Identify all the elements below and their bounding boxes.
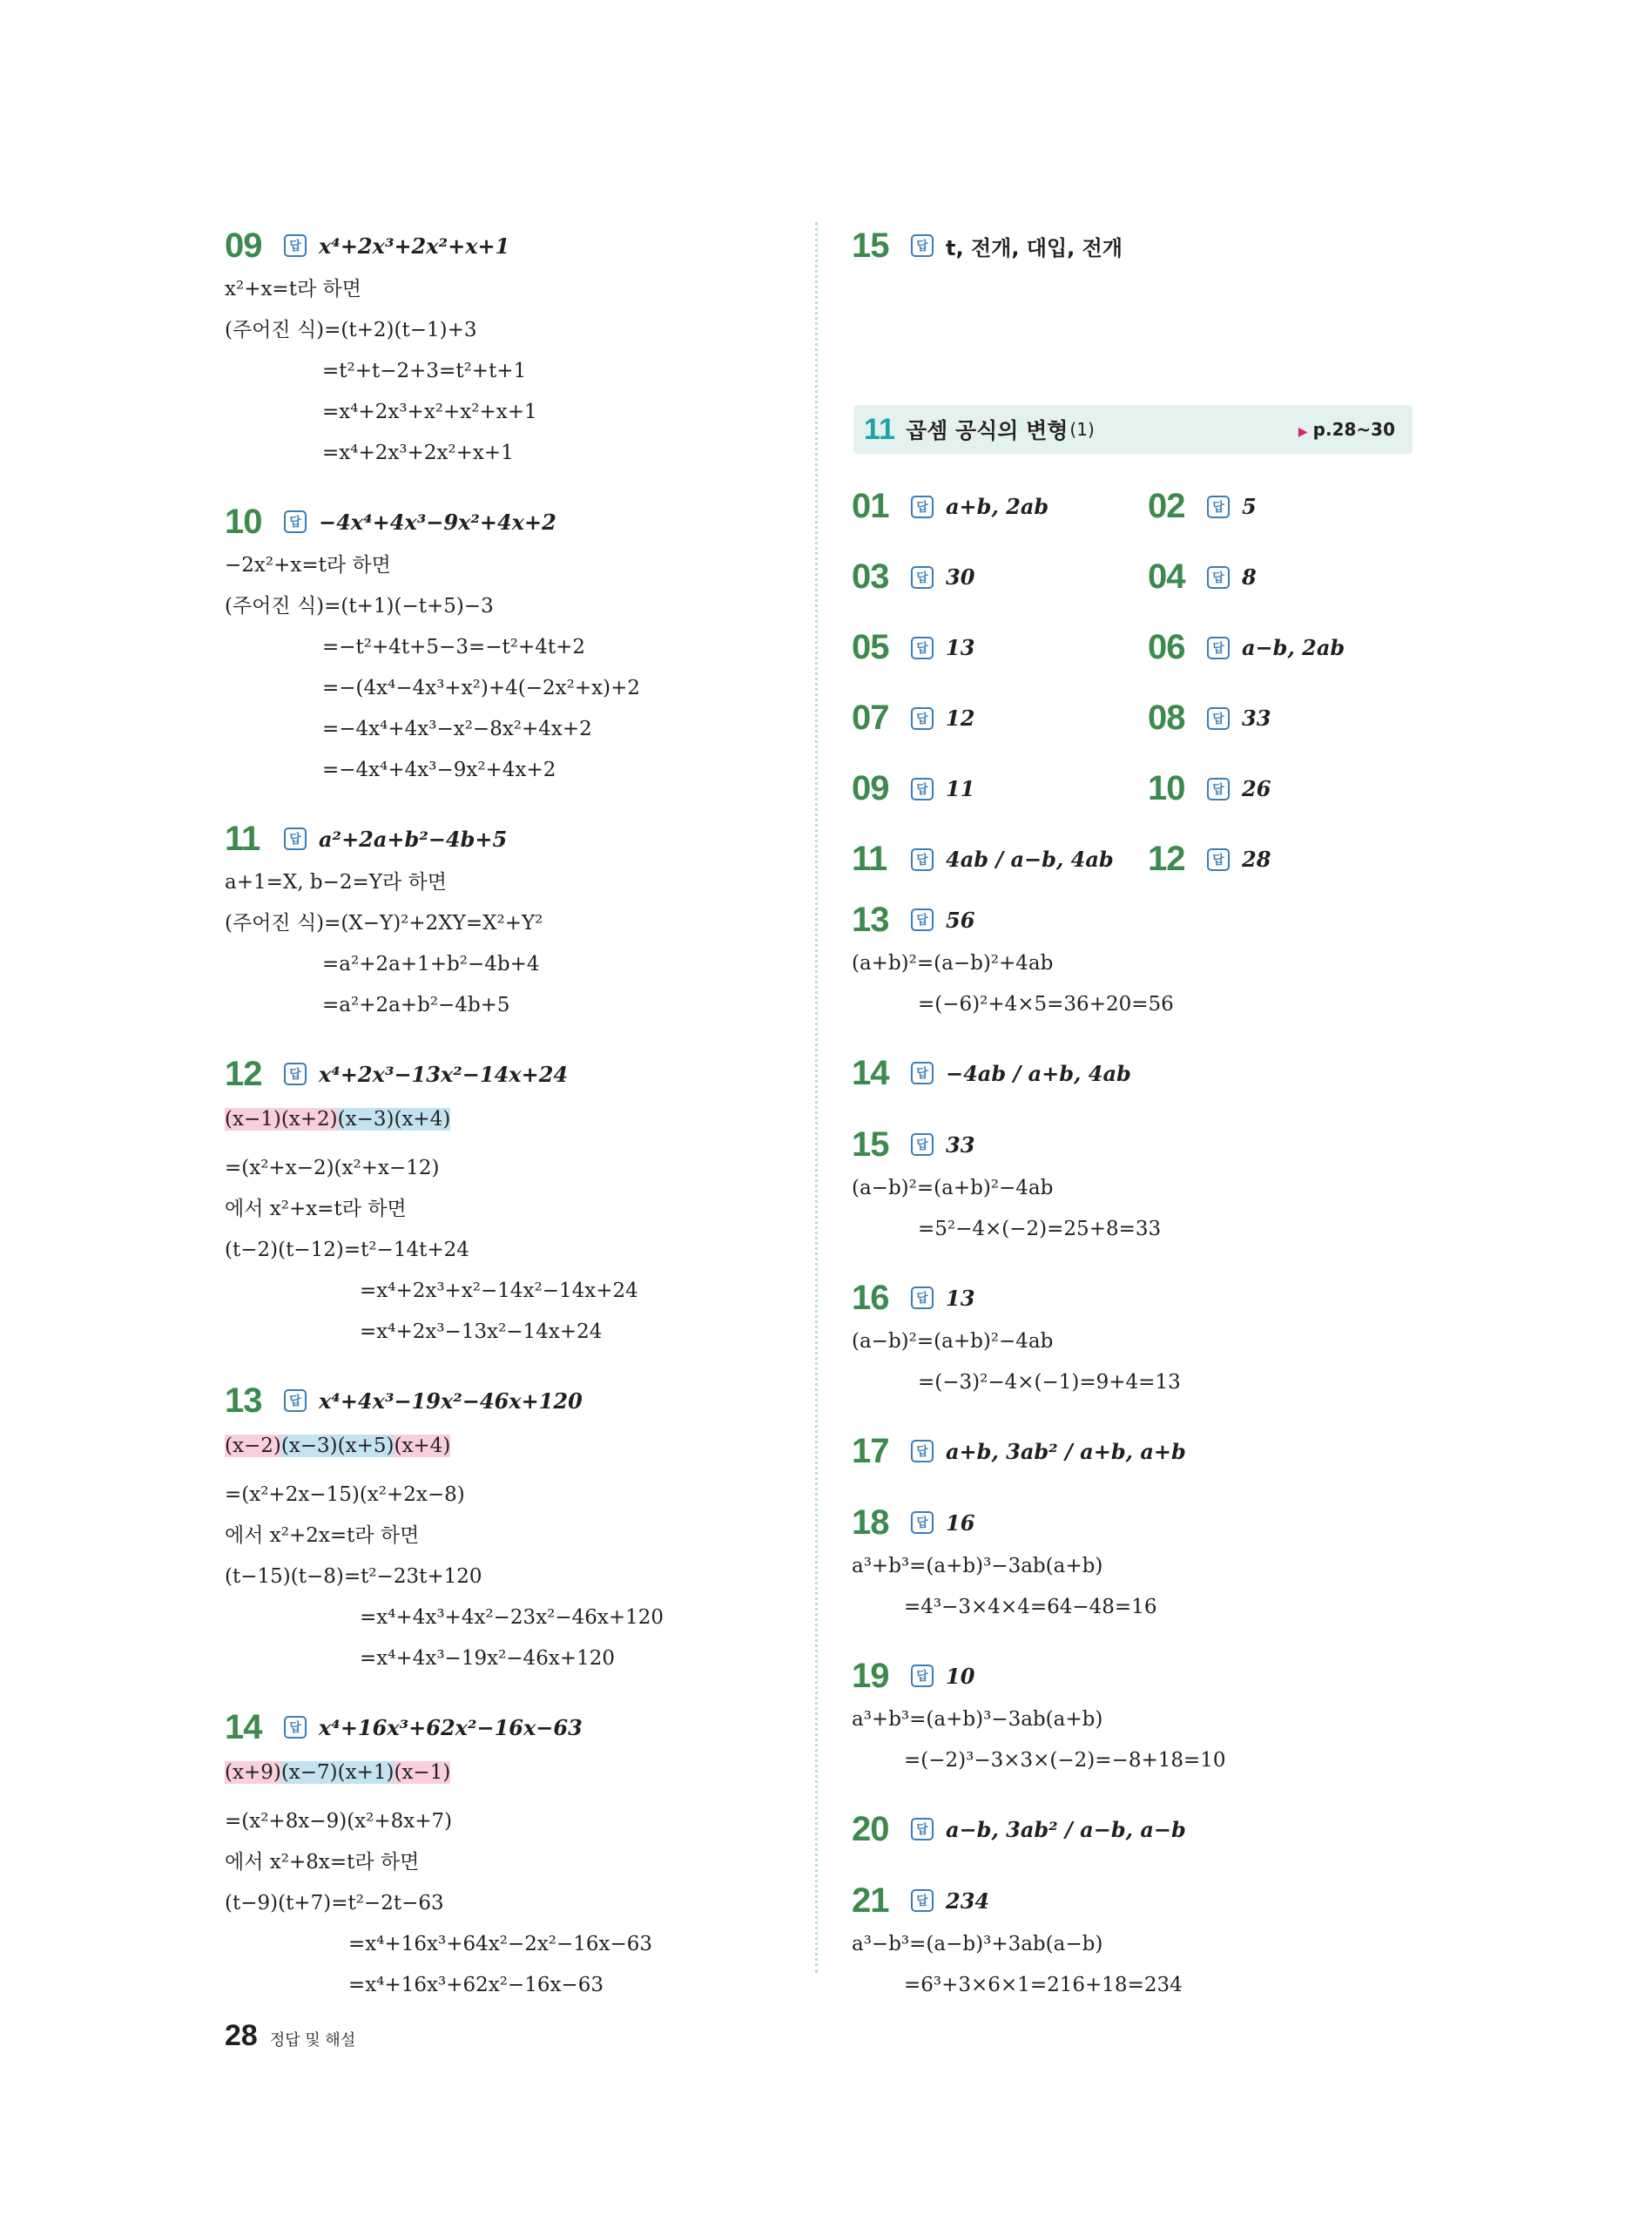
solution-line: 에서 x²+2x=t라 하면 bbox=[225, 1524, 420, 1547]
solution-line: (주어진 식)=(t+2)(t−1)+3 bbox=[225, 319, 477, 341]
answer-badge-icon: 답 bbox=[1207, 707, 1230, 730]
grid-answer bbox=[852, 475, 1148, 538]
answer-badge-icon: 답 bbox=[911, 778, 934, 800]
factor-pairing bbox=[225, 1424, 799, 1475]
answer-text: 56 bbox=[946, 907, 975, 933]
answer-badge-icon: 답 bbox=[1207, 496, 1230, 518]
answer-badge-icon: 답 bbox=[911, 848, 934, 871]
problem-number: 10 bbox=[1148, 769, 1185, 807]
page-number: 28 bbox=[225, 2019, 258, 2052]
problem-number: 18 bbox=[852, 1503, 889, 1542]
problem-number: 03 bbox=[852, 557, 889, 596]
solution-line: =x⁴+16x³+62x²−16x−63 bbox=[348, 1974, 603, 1996]
answer-text: 5 bbox=[1242, 494, 1257, 519]
problem-block bbox=[852, 1121, 1426, 1250]
problem-number: 09 bbox=[225, 226, 262, 265]
problem-block bbox=[225, 498, 799, 791]
problem-number: 02 bbox=[1148, 487, 1185, 525]
answer-badge-icon: 답 bbox=[911, 1133, 934, 1156]
problem-number: 07 bbox=[852, 699, 889, 737]
problem-block bbox=[225, 1704, 799, 2006]
answer-text: 13 bbox=[946, 1285, 975, 1311]
answer-text: x⁴+2x³−13x²−14x+24 bbox=[319, 1061, 569, 1087]
factor-group: (x−3)(x+4) bbox=[337, 1108, 451, 1131]
answer-badge-icon: 답 bbox=[1207, 637, 1230, 659]
right-problems bbox=[852, 896, 1426, 2006]
solution-line: =x⁴+2x³+x²+x²+x+1 bbox=[322, 401, 537, 423]
answer-badge-icon: 답 bbox=[284, 1716, 307, 1739]
problem-number: 12 bbox=[1148, 840, 1185, 878]
solution-line: =a²+2a+1+b²−4b+4 bbox=[322, 953, 540, 976]
solution-line: =x⁴+2x³−13x²−14x+24 bbox=[360, 1320, 603, 1343]
short-answer-grid bbox=[852, 475, 1426, 891]
problem-number: 12 bbox=[225, 1054, 262, 1093]
grid-answer bbox=[852, 686, 1148, 750]
answer-badge-icon: 답 bbox=[1207, 848, 1230, 871]
answer-text: a−b, 3ab² / a−b, a−b bbox=[946, 1816, 1186, 1842]
problem-number: 14 bbox=[852, 1053, 889, 1092]
answer-text: 16 bbox=[946, 1509, 975, 1536]
answer-text: 234 bbox=[946, 1887, 990, 1914]
factor-group: (x+4) bbox=[394, 1435, 451, 1457]
answer-badge-icon: 답 bbox=[284, 510, 307, 533]
answer-text: 4ab / a−b, 4ab bbox=[946, 847, 1114, 872]
answer-badge-icon: 답 bbox=[911, 637, 934, 659]
grid-answer bbox=[852, 616, 1148, 679]
answer-text: 33 bbox=[946, 1131, 975, 1158]
grid-answer bbox=[852, 757, 1148, 820]
problem-block bbox=[225, 222, 799, 474]
factor-group: (x+9) bbox=[225, 1761, 281, 1784]
solution-line: =x⁴+4x³+4x²−23x²−46x+120 bbox=[360, 1606, 664, 1629]
problem-number: 19 bbox=[852, 1656, 889, 1695]
solution-line: =a²+2a+b²−4b+5 bbox=[322, 994, 510, 1016]
answer-badge-icon: 답 bbox=[911, 707, 934, 730]
footer-text: 정답 및 해설 bbox=[269, 2031, 356, 2050]
solution-line: =x⁴+2x³+2x²+x+1 bbox=[322, 442, 514, 464]
problem-number: 17 bbox=[852, 1431, 889, 1470]
solution-line: 에서 x²+8x=t라 하면 bbox=[225, 1851, 420, 1874]
grid-answer bbox=[1148, 827, 1426, 891]
answer-text: −4x⁴+4x³−9x²+4x+2 bbox=[319, 509, 556, 535]
solution-line: (t−9)(t+7)=t²−2t−63 bbox=[225, 1892, 444, 1914]
problem-block bbox=[852, 1428, 1426, 1475]
factor-pairing bbox=[225, 1751, 799, 1801]
answer-badge-icon: 답 bbox=[284, 1389, 307, 1412]
problem-header bbox=[852, 1121, 1426, 1168]
problem-block bbox=[225, 815, 799, 1026]
problem-number: 13 bbox=[852, 900, 889, 939]
right-column bbox=[852, 222, 1426, 294]
answer-text: 8 bbox=[1242, 564, 1257, 590]
problem-header bbox=[852, 1652, 1426, 1699]
solution-line: =−4x⁴+4x³−9x²+4x+2 bbox=[322, 759, 556, 781]
column-divider bbox=[815, 222, 818, 1973]
problem-header bbox=[852, 1428, 1426, 1475]
problem-block bbox=[852, 1806, 1426, 1853]
grid-answer bbox=[1148, 686, 1426, 750]
answer-badge-icon: 답 bbox=[284, 1063, 307, 1085]
answer-badge-icon: 답 bbox=[284, 827, 307, 850]
answer-text: 30 bbox=[946, 564, 975, 590]
answer-badge-icon: 답 bbox=[911, 1665, 934, 1687]
solution-line: (주어진 식)=(X−Y)²+2XY=X²+Y² bbox=[225, 912, 543, 935]
problem-15-top bbox=[852, 222, 1426, 269]
problem-header bbox=[225, 1377, 799, 1424]
section-title: 곱셈 공식의 변형 bbox=[905, 418, 1069, 443]
solution-line: =−t²+4t+5−3=−t²+4t+2 bbox=[322, 636, 586, 658]
problem-header bbox=[852, 1050, 1426, 1097]
solution-line: 에서 x²+x=t라 하면 bbox=[225, 1198, 407, 1220]
solution-line: =x⁴+16x³+64x²−2x²−16x−63 bbox=[348, 1933, 653, 1955]
answer-text: a−b, 2ab bbox=[1242, 635, 1345, 660]
solution-line: =(x²+2x−15)(x²+2x−8) bbox=[225, 1483, 465, 1506]
grid-answer bbox=[852, 827, 1148, 891]
solution-line: =x⁴+2x³+x²−14x²−14x+24 bbox=[360, 1280, 638, 1302]
problem-block bbox=[225, 1377, 799, 1679]
answer-text: 12 bbox=[946, 706, 975, 731]
grid-answer bbox=[852, 545, 1148, 609]
problem-number: 13 bbox=[225, 1381, 262, 1420]
answer-badge-icon: 답 bbox=[284, 234, 307, 257]
solution-line: =−4x⁴+4x³−x²−8x²+4x+2 bbox=[322, 718, 592, 740]
solution-line: a³+b³=(a+b)³−3ab(a+b) bbox=[852, 1708, 1103, 1731]
problem-header bbox=[225, 815, 799, 862]
left-column bbox=[225, 222, 799, 2030]
answer-text: 13 bbox=[946, 635, 975, 660]
solution-line: =(x²+8x−9)(x²+8x+7) bbox=[225, 1810, 453, 1833]
answer-text: x⁴+16x³+62x²−16x−63 bbox=[319, 1714, 583, 1740]
problem-number: 15 bbox=[852, 226, 889, 265]
problem-header bbox=[225, 222, 799, 269]
problem-number: 01 bbox=[852, 487, 889, 525]
problem-block bbox=[852, 1877, 1426, 2006]
solution-line: =x⁴+4x³−19x²−46x+120 bbox=[360, 1647, 615, 1670]
solution-line: =(x²+x−2)(x²+x−12) bbox=[225, 1157, 440, 1179]
answer-badge-icon: 답 bbox=[911, 1062, 934, 1084]
problem-number: 20 bbox=[852, 1809, 889, 1848]
factor-pairing bbox=[225, 1097, 799, 1148]
section-number: 11 bbox=[864, 412, 895, 446]
problem-number: 11 bbox=[225, 819, 260, 858]
problem-header bbox=[852, 1806, 1426, 1853]
answer-badge-icon: 답 bbox=[911, 1286, 934, 1309]
answer-badge-icon: 답 bbox=[911, 908, 934, 931]
answer-badge-icon: 답 bbox=[911, 234, 934, 257]
problem-number: 09 bbox=[852, 769, 889, 807]
answer-badge-icon: 답 bbox=[1207, 778, 1230, 800]
section-subtitle: (1) bbox=[1069, 419, 1095, 440]
factor-group: (x−7)(x+1) bbox=[280, 1761, 394, 1784]
problem-number: 11 bbox=[852, 840, 887, 878]
page-footer bbox=[225, 2019, 355, 2053]
answer-text: 11 bbox=[946, 776, 975, 801]
answer-text: 28 bbox=[1242, 847, 1271, 872]
answer-text: a+b, 2ab bbox=[946, 494, 1049, 519]
problem-header bbox=[852, 1877, 1426, 1924]
problem-header bbox=[225, 498, 799, 545]
problem-header bbox=[852, 896, 1426, 943]
triangle-arrow-icon: ▶ bbox=[1298, 425, 1308, 439]
solution-line: x²+x=t라 하면 bbox=[225, 278, 361, 301]
problem-number: 04 bbox=[1148, 557, 1185, 596]
answer-text: a+b, 3ab² / a+b, a+b bbox=[946, 1438, 1186, 1464]
grid-answer bbox=[1148, 475, 1426, 538]
problem-number: 16 bbox=[852, 1278, 889, 1317]
problem-header bbox=[852, 1274, 1426, 1321]
answer-badge-icon: 답 bbox=[911, 1440, 934, 1462]
solution-line: =5²−4×(−2)=25+8=33 bbox=[918, 1218, 1162, 1240]
problem-block bbox=[225, 1050, 799, 1353]
problem-number: 15 bbox=[852, 1124, 889, 1164]
answer-badge-icon: 답 bbox=[911, 1511, 934, 1534]
solution-line: =4³−3×4×4=64−48=16 bbox=[904, 1596, 1157, 1618]
solution-line: (t−15)(t−8)=t²−23t+120 bbox=[225, 1565, 482, 1588]
solution-line: =(−3)²−4×(−1)=9+4=13 bbox=[918, 1371, 1181, 1394]
factor-group: (x−1)(x+2) bbox=[225, 1108, 338, 1131]
problem-block bbox=[852, 1652, 1426, 1781]
answer-text: a²+2a+b²−4b+5 bbox=[319, 826, 508, 852]
solution-line: =(−6)²+4×5=36+20=56 bbox=[918, 993, 1174, 1016]
factor-group: (x−3)(x+5) bbox=[280, 1435, 394, 1457]
problem-number: 21 bbox=[852, 1881, 889, 1920]
solution-line: (주어진 식)=(t+1)(−t+5)−3 bbox=[225, 595, 494, 618]
solution-line: (t−2)(t−12)=t²−14t+24 bbox=[225, 1239, 469, 1261]
answer-badge-icon: 답 bbox=[911, 1818, 934, 1840]
answer-text: x⁴+2x³+2x²+x+1 bbox=[319, 233, 510, 259]
problem-header bbox=[225, 1704, 799, 1751]
problem-number: 08 bbox=[1148, 699, 1185, 737]
answer-text: 10 bbox=[946, 1663, 975, 1689]
problem-block bbox=[852, 1274, 1426, 1403]
grid-answer bbox=[1148, 545, 1426, 609]
solution-line: a³+b³=(a+b)³−3ab(a+b) bbox=[852, 1555, 1103, 1577]
answer-text: x⁴+4x³−19x²−46x+120 bbox=[319, 1388, 583, 1414]
section-header bbox=[853, 405, 1413, 454]
problem-number: 14 bbox=[225, 1707, 262, 1746]
solution-line: =−(4x⁴−4x³+x²)+4(−2x²+x)+2 bbox=[322, 677, 640, 699]
solution-line: (a−b)²=(a+b)²−4ab bbox=[852, 1177, 1054, 1199]
grid-answer bbox=[1148, 616, 1426, 679]
answer-text: 33 bbox=[1242, 706, 1271, 731]
factor-group: (x−1) bbox=[394, 1761, 451, 1784]
answer-badge-icon: 답 bbox=[911, 496, 934, 518]
answer-badge-icon: 답 bbox=[1207, 566, 1230, 589]
problem-number: 05 bbox=[852, 628, 889, 666]
problem-header bbox=[852, 1499, 1426, 1546]
solution-line: =6³+3×6×1=216+18=234 bbox=[904, 1974, 1183, 1996]
solution-line: (a+b)²=(a−b)²+4ab bbox=[852, 952, 1054, 975]
answer-badge-icon: 답 bbox=[911, 566, 934, 589]
solution-line: a+1=X, b−2=Y라 하면 bbox=[225, 871, 447, 894]
grid-answer bbox=[1148, 757, 1426, 820]
section-page-ref: ▶ p.28~30 bbox=[1298, 419, 1395, 440]
solution-line: −2x²+x=t라 하면 bbox=[225, 554, 391, 577]
solution-line: a³−b³=(a−b)³+3ab(a−b) bbox=[852, 1933, 1103, 1955]
answer-text: 26 bbox=[1242, 776, 1271, 801]
problem-header bbox=[225, 1050, 799, 1097]
problem-block bbox=[852, 896, 1426, 1025]
problem-block bbox=[852, 1499, 1426, 1628]
solution-line: =(−2)³−3×3×(−2)=−8+18=10 bbox=[904, 1749, 1226, 1772]
right-column-body bbox=[852, 475, 1426, 2030]
answer-badge-icon: 답 bbox=[911, 1889, 934, 1912]
answer-text: t, 전개, 대입, 전개 bbox=[946, 235, 1123, 260]
problem-number: 06 bbox=[1148, 628, 1185, 666]
problem-block bbox=[852, 1050, 1426, 1097]
factor-group: (x−2) bbox=[225, 1435, 281, 1457]
problem-number: 10 bbox=[225, 502, 262, 541]
solution-line: =t²+t−2+3=t²+t+1 bbox=[322, 360, 527, 382]
solution-line: (a−b)²=(a+b)²−4ab bbox=[852, 1330, 1054, 1353]
answer-text: −4ab / a+b, 4ab bbox=[946, 1060, 1131, 1086]
